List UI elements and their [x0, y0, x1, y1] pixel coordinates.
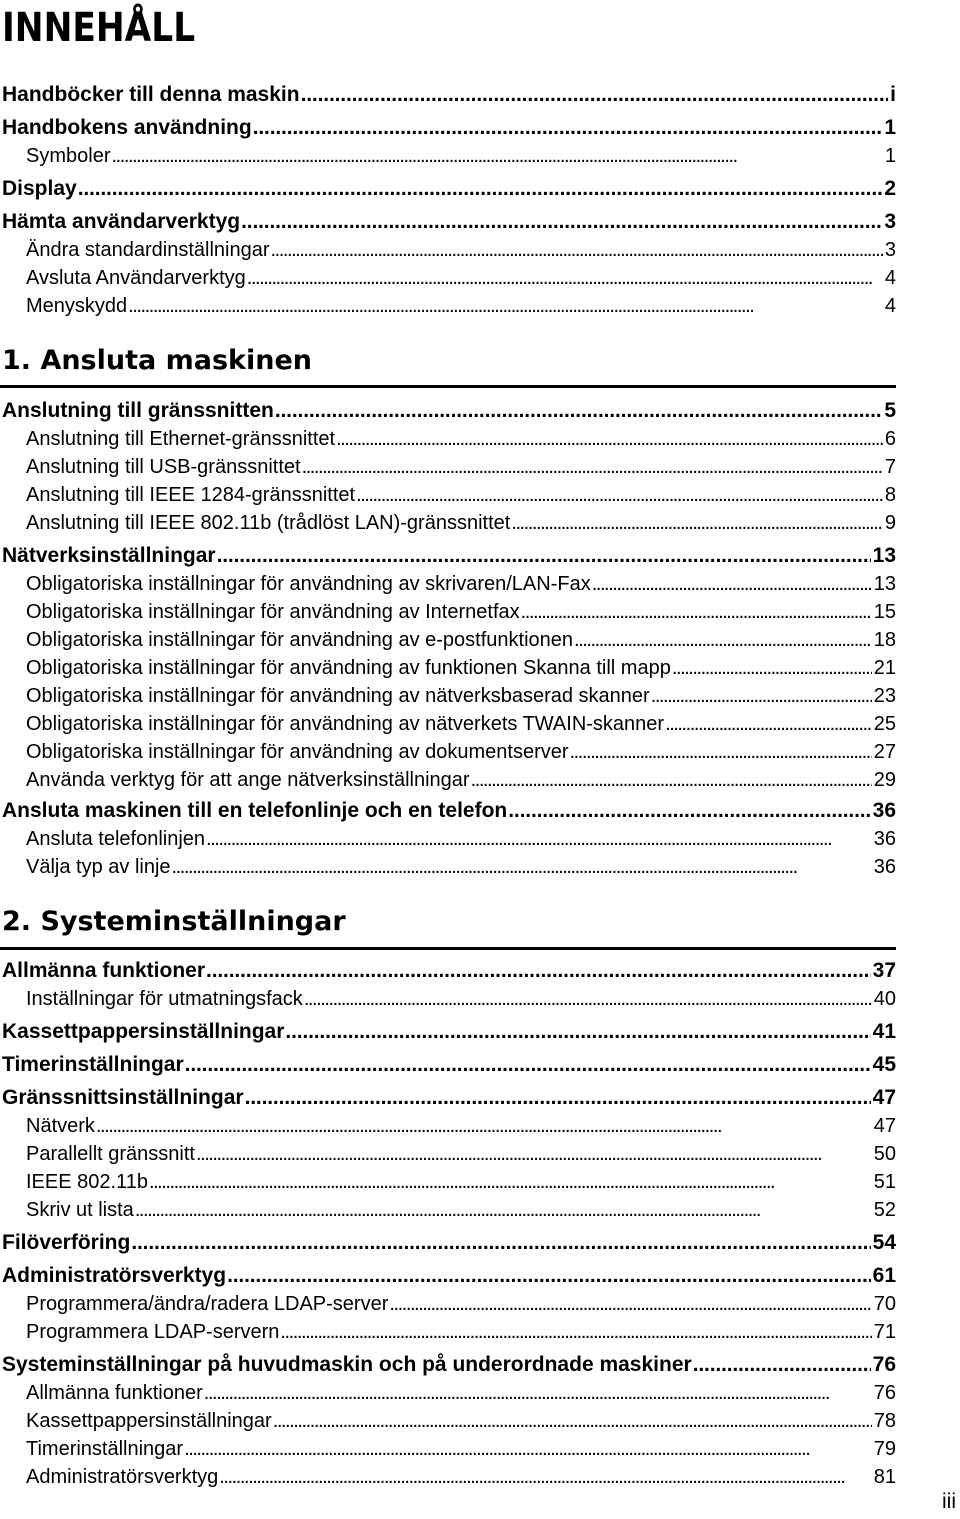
toc-entry[interactable] [2, 1263, 896, 1289]
toc-page-number: 61 [872, 1264, 896, 1287]
toc-subentry[interactable] [26, 1319, 896, 1345]
toc-page-number: 1 [884, 145, 896, 167]
toc-entry[interactable] [2, 398, 896, 424]
toc-page-number: 9 [884, 512, 896, 534]
toc-entry-title: Display [2, 177, 77, 200]
toc-page-number: 8 [884, 484, 896, 506]
dot-leader [336, 426, 883, 452]
toc-subentry[interactable] [26, 683, 896, 709]
toc-page-number: 6 [884, 428, 896, 450]
toc-subentry[interactable] [26, 426, 896, 452]
toc-subentry[interactable] [26, 854, 896, 880]
dot-leader [135, 1197, 872, 1223]
toc-page-number: 3 [884, 210, 896, 233]
toc-page-number: 36 [873, 828, 896, 850]
toc-subentry[interactable] [26, 739, 896, 765]
dot-leader [301, 82, 889, 108]
dot-leader [96, 1113, 872, 1139]
toc-entry-title: Obligatoriska inställningar för användning av nätverksbaserad skanner [26, 685, 650, 707]
toc-subentry[interactable] [26, 1436, 896, 1462]
toc-subentry[interactable] [26, 454, 896, 480]
toc-subentry[interactable] [26, 1197, 896, 1223]
toc-entry-title: Gränssnittsinställningar [2, 1086, 244, 1109]
dot-leader [184, 1436, 872, 1462]
toc-entry[interactable] [2, 1052, 896, 1078]
toc-entry-title: Obligatoriska inställningar för användning av skrivaren/LAN-Fax [26, 573, 591, 595]
toc-entry-title: Nätverksinställningar [2, 544, 216, 567]
toc-page-number: 47 [873, 1115, 896, 1137]
toc-subentry[interactable] [26, 986, 896, 1012]
toc-entry-title: Handbokens användning [2, 116, 252, 139]
toc-subentry[interactable] [26, 711, 896, 737]
toc-entry-title: Nätverk [26, 1115, 95, 1137]
toc-subentry[interactable] [26, 237, 896, 263]
toc-entry-title: Kassettpappersinställningar [2, 1020, 285, 1043]
toc-subentry[interactable] [26, 143, 896, 169]
toc-entry-title: Ändra standardinställningar [26, 239, 270, 261]
toc-entry-title: Välja typ av linje [26, 856, 171, 878]
toc-entry-title: Ansluta maskinen till en telefonlinje och en telefon [2, 799, 508, 822]
toc-entry[interactable] [2, 798, 896, 824]
toc-entry-title: Avsluta Användarverktyg [26, 267, 246, 289]
toc-page-number: 25 [873, 713, 896, 735]
toc-entry-title: Symboler [26, 145, 111, 167]
dot-leader [206, 826, 872, 852]
toc-page-number: 47 [872, 1086, 896, 1109]
toc-entry-title: Timerinställningar [2, 1053, 184, 1076]
toc-subentry[interactable] [26, 767, 896, 793]
toc-page-number: 37 [872, 959, 896, 982]
toc-subentry[interactable] [26, 1113, 896, 1139]
dot-leader [247, 265, 883, 291]
dot-leader [693, 1352, 871, 1378]
dot-leader [672, 655, 872, 681]
toc-page-number: 78 [873, 1410, 896, 1432]
toc-entry-title: Allmänna funktioner [26, 1382, 203, 1404]
toc-subentry[interactable] [26, 1464, 896, 1490]
toc-entry[interactable] [2, 209, 896, 235]
toc-page-number: 54 [872, 1231, 896, 1254]
dot-leader [111, 143, 882, 169]
toc-page-number: 23 [873, 685, 896, 707]
toc-entry-title: Anslutning till IEEE 1284-gränssnittet [26, 484, 356, 506]
toc-page-number: 1 [884, 116, 896, 139]
toc-page-number: 29 [873, 769, 896, 791]
toc-page-number: 81 [873, 1466, 896, 1488]
dot-leader [217, 543, 871, 569]
toc-page-number: 21 [873, 657, 896, 679]
toc-entry-title: Administratörsverktyg [2, 1264, 227, 1287]
toc-subentry[interactable] [26, 1380, 896, 1406]
dot-leader [271, 237, 883, 263]
toc-page-number: 51 [873, 1171, 896, 1193]
dot-leader [275, 398, 882, 424]
toc-page-number: 41 [872, 1020, 896, 1043]
toc-entry[interactable] [2, 1019, 896, 1045]
toc-subentry[interactable] [26, 1408, 896, 1434]
toc-entry-title: Programmera LDAP-servern [26, 1321, 280, 1343]
dot-leader [302, 454, 883, 480]
toc-entry-title: Kassettpappersinställningar [26, 1410, 272, 1432]
toc-page-number: 4 [884, 267, 896, 289]
toc-subentry[interactable] [26, 627, 896, 653]
toc-entry[interactable] [2, 1352, 896, 1378]
toc-page-number: 15 [873, 601, 896, 623]
dot-leader [471, 767, 872, 793]
toc-entry-title: Obligatoriska inställningar för användning av Internetfax [26, 601, 520, 623]
dot-leader [280, 1319, 871, 1345]
dot-leader [128, 293, 883, 319]
toc-page-number: 2 [884, 177, 896, 200]
dot-leader [204, 1380, 872, 1406]
dot-leader [196, 1141, 872, 1167]
toc-entry-title: Systeminställningar på huvudmaskin och på underordnade maskiner [2, 1353, 692, 1376]
toc-page-number: 40 [873, 988, 896, 1010]
dot-leader [521, 599, 872, 625]
toc-page-number: 71 [873, 1321, 896, 1343]
toc-entry-title: Obligatoriska inställningar för användning av e-postfunktionen [26, 629, 574, 651]
toc-page-number: 76 [873, 1382, 896, 1404]
dot-leader [78, 176, 883, 202]
toc-page-number: 36 [872, 799, 896, 822]
dot-leader [511, 510, 883, 536]
toc-page-number: 3 [884, 239, 896, 261]
toc-page-number: 79 [873, 1438, 896, 1460]
toc-page-number: 27 [873, 741, 896, 763]
toc-entry-title: Använda verktyg för att ange nätverksinställningar [26, 769, 470, 791]
dot-leader [253, 115, 883, 141]
heading-rule [0, 947, 896, 950]
toc-entry-title: Programmera/ändra/radera LDAP-server [26, 1293, 389, 1315]
dot-leader [574, 627, 872, 653]
dot-leader [172, 854, 872, 880]
toc-entry[interactable] [2, 115, 896, 141]
dot-leader [508, 798, 870, 824]
dot-leader [389, 1291, 871, 1317]
page-number: iii [942, 1490, 956, 1513]
toc-entry-title: Anslutning till IEEE 802.11b (trådlöst LAN)-gränssnittet [26, 512, 511, 534]
toc-page-number: 7 [884, 456, 896, 478]
toc-entry-title: Obligatoriska inställningar för användning av funktionen Skanna till mapp [26, 657, 671, 679]
toc-entry-title: Allmänna funktioner [2, 959, 206, 982]
dot-leader [227, 1263, 871, 1289]
toc-entry-title: Anslutning till USB-gränssnittet [26, 456, 301, 478]
toc-subentry[interactable] [26, 599, 896, 625]
toc-page-number: 13 [872, 544, 896, 567]
dot-leader [149, 1169, 872, 1195]
toc-subentry[interactable] [26, 265, 896, 291]
dot-leader [273, 1408, 872, 1434]
toc-entry[interactable] [2, 1230, 896, 1256]
toc-entry-title: Ansluta telefonlinjen [26, 828, 206, 850]
dot-leader [241, 209, 882, 235]
dot-leader [356, 482, 883, 508]
toc-entry[interactable] [2, 82, 896, 108]
dot-leader [651, 683, 872, 709]
toc-entry-title: Obligatoriska inställningar för användning av nätverkets TWAIN-skanner [26, 713, 665, 735]
toc-page-number: 52 [873, 1199, 896, 1221]
toc-page-number: 36 [873, 856, 896, 878]
dot-leader [219, 1464, 871, 1490]
toc-entry-title: Inställningar för utmatningsfack [26, 988, 303, 1010]
toc-subentry[interactable] [26, 655, 896, 681]
dot-leader [131, 1230, 870, 1256]
chapter-heading: 2. Systeminställningar [2, 906, 346, 937]
toc-entry-title: IEEE 802.11b [26, 1171, 148, 1193]
page-title: INNEHÅLL [2, 5, 196, 51]
toc-entry[interactable] [2, 1085, 896, 1111]
toc-entry-title: Skriv ut lista [26, 1199, 134, 1221]
heading-rule [0, 385, 896, 388]
chapter-heading: 1. Ansluta maskinen [2, 345, 313, 376]
toc-entry-title: Handböcker till denna maskin [2, 83, 300, 106]
toc-subentry[interactable] [26, 1291, 896, 1317]
dot-leader [570, 739, 872, 765]
toc-entry-title: Administratörsverktyg [26, 1466, 219, 1488]
toc-subentry[interactable] [26, 571, 896, 597]
toc-page-number: 76 [872, 1353, 896, 1376]
toc-entry-title: Obligatoriska inställningar för användning av dokumentserver [26, 741, 569, 763]
toc-entry-title: Anslutning till Ethernet-gränssnittet [26, 428, 336, 450]
dot-leader [304, 986, 872, 1012]
toc-page-number: 50 [873, 1143, 896, 1165]
toc-subentry[interactable] [26, 510, 896, 536]
dot-leader [592, 571, 872, 597]
toc-entry-title: Parallellt gränssnitt [26, 1143, 195, 1165]
toc-page-number: 18 [873, 629, 896, 651]
toc-page-number: 4 [884, 295, 896, 317]
toc-page-number: 70 [873, 1293, 896, 1315]
toc-subentry[interactable] [26, 293, 896, 319]
toc-entry-title: Filöverföring [2, 1231, 131, 1254]
dot-leader [245, 1085, 871, 1111]
dot-leader [665, 711, 872, 737]
toc-page-number: 5 [884, 399, 896, 422]
toc-page-number: 13 [873, 573, 896, 595]
toc-subentry[interactable] [26, 482, 896, 508]
toc-entry-title: Timerinställningar [26, 1438, 184, 1460]
toc-subentry[interactable] [26, 1141, 896, 1167]
toc-entry-title: Hämta användarverktyg [2, 210, 241, 233]
toc-page-number: 45 [872, 1053, 896, 1076]
dot-leader [185, 1052, 871, 1078]
dot-leader [206, 958, 871, 984]
toc-page-number: i [890, 83, 896, 106]
toc-subentry[interactable] [26, 1169, 896, 1195]
toc-entry[interactable] [2, 543, 896, 569]
dot-leader [285, 1019, 870, 1045]
toc-entry-title: Menyskydd [26, 295, 128, 317]
toc-subentry[interactable] [26, 826, 896, 852]
toc-entry[interactable] [2, 958, 896, 984]
toc-entry[interactable] [2, 176, 896, 202]
toc-entry-title: Anslutning till gränssnitten [2, 399, 274, 422]
